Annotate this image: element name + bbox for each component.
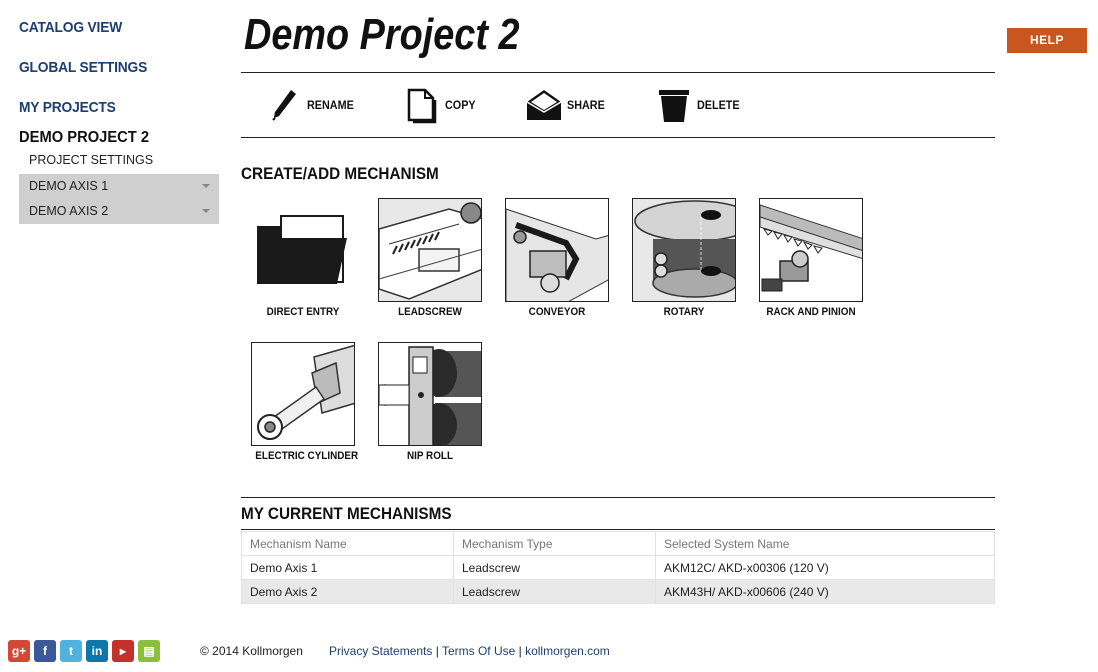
footer-links <box>329 644 610 658</box>
envelope-icon <box>525 85 563 125</box>
nip-roll-icon <box>378 342 482 446</box>
mechanism-label: ELECTRIC CYLINDER <box>255 450 359 462</box>
mechanism-electric-cylinder[interactable] <box>250 342 359 462</box>
privacy-link[interactable]: Privacy Statements <box>329 644 433 658</box>
cell-mechanism-type: Leadscrew <box>454 580 656 604</box>
pencil-icon <box>265 85 303 125</box>
rename-label: RENAME <box>307 98 354 112</box>
mechanism-label: CONVEYOR <box>528 306 586 318</box>
mechanism-leadscrew[interactable] <box>377 198 483 318</box>
cell-mechanism-name[interactable]: Demo Axis 2 <box>242 580 454 604</box>
rename-button[interactable] <box>265 80 359 130</box>
divider <box>241 137 995 138</box>
terms-link[interactable]: Terms Of Use <box>441 644 516 658</box>
my-projects-link[interactable]: MY PROJECTS <box>19 99 116 116</box>
mechanism-label: LEADSCREW <box>398 306 462 318</box>
project-toolbar <box>241 80 995 130</box>
folder-icon <box>251 198 355 302</box>
mechanism-label: NIP ROLL <box>406 450 454 462</box>
col-header-type[interactable]: Mechanism Type <box>454 532 656 556</box>
caret-down-icon[interactable] <box>202 184 210 188</box>
caret-down-icon[interactable] <box>202 209 210 213</box>
cell-mechanism-name[interactable]: Demo Axis 1 <box>242 556 454 580</box>
separator: | <box>435 644 442 658</box>
mechanisms-table <box>241 531 995 604</box>
trash-icon <box>655 85 693 125</box>
kollmorgen-link[interactable]: kollmorgen.com <box>525 644 610 658</box>
share-label: SHARE <box>567 98 605 112</box>
rack-pinion-icon <box>759 198 863 302</box>
copy-icon <box>403 85 441 125</box>
current-project-label[interactable]: DEMO PROJECT 2 <box>19 129 150 146</box>
table-row[interactable] <box>242 556 995 580</box>
youtube-icon[interactable]: ▶ <box>112 640 134 662</box>
conveyor-icon <box>505 198 609 302</box>
separator: | <box>518 644 526 658</box>
rotary-icon <box>632 198 736 302</box>
create-mechanism-heading: CREATE/ADD MECHANISM <box>241 164 439 183</box>
chat-icon[interactable]: ▤ <box>138 640 160 662</box>
linkedin-icon[interactable]: in <box>86 640 108 662</box>
copyright: © 2014 Kollmorgen <box>200 644 303 658</box>
mechanism-direct-entry[interactable] <box>250 198 356 318</box>
facebook-icon[interactable]: f <box>34 640 56 662</box>
help-button[interactable]: HELP <box>1007 28 1087 53</box>
cell-mechanism-type: Leadscrew <box>454 556 656 580</box>
delete-label: DELETE <box>697 98 740 112</box>
table-row[interactable] <box>242 580 995 604</box>
axis-list <box>19 174 219 224</box>
cell-system-name: AKM43H/ AKD-x00606 (240 V) <box>656 580 995 604</box>
divider <box>241 529 995 530</box>
mechanism-conveyor[interactable] <box>504 198 610 318</box>
cell-system-name: AKM12C/ AKD-x00306 (120 V) <box>656 556 995 580</box>
catalog-view-link[interactable]: CATALOG VIEW <box>19 19 123 36</box>
page-title: Demo Project 2 <box>244 10 520 59</box>
copy-label: COPY <box>445 98 476 112</box>
share-button[interactable] <box>525 80 609 130</box>
mechanism-label: RACK AND PINION <box>766 306 856 318</box>
axis-item[interactable] <box>19 199 219 224</box>
current-mechanisms-heading: MY CURRENT MECHANISMS <box>241 504 452 523</box>
mechanism-nip-roll[interactable] <box>377 342 483 462</box>
mechanism-rack-and-pinion[interactable] <box>758 198 864 318</box>
leadscrew-icon <box>378 198 482 302</box>
axis-item-label: DEMO AXIS 2 <box>29 204 109 218</box>
mechanism-rotary[interactable] <box>631 198 737 318</box>
twitter-icon[interactable]: t <box>60 640 82 662</box>
copy-button[interactable] <box>403 80 479 130</box>
divider <box>241 497 995 498</box>
delete-button[interactable] <box>655 80 744 130</box>
global-settings-link[interactable]: GLOBAL SETTINGS <box>19 59 148 76</box>
axis-item[interactable] <box>19 174 219 199</box>
project-settings-link[interactable]: PROJECT SETTINGS <box>29 153 154 167</box>
google-plus-icon[interactable]: g+ <box>8 640 30 662</box>
electric-cylinder-icon <box>251 342 355 446</box>
table-header-row <box>242 532 995 556</box>
col-header-system[interactable]: Selected System Name <box>656 532 995 556</box>
mechanism-label: DIRECT ENTRY <box>266 306 340 318</box>
col-header-name[interactable]: Mechanism Name <box>242 532 454 556</box>
divider <box>241 72 995 73</box>
social-links <box>8 640 160 662</box>
axis-item-label: DEMO AXIS 1 <box>29 179 109 193</box>
mechanism-label: ROTARY <box>663 306 705 318</box>
